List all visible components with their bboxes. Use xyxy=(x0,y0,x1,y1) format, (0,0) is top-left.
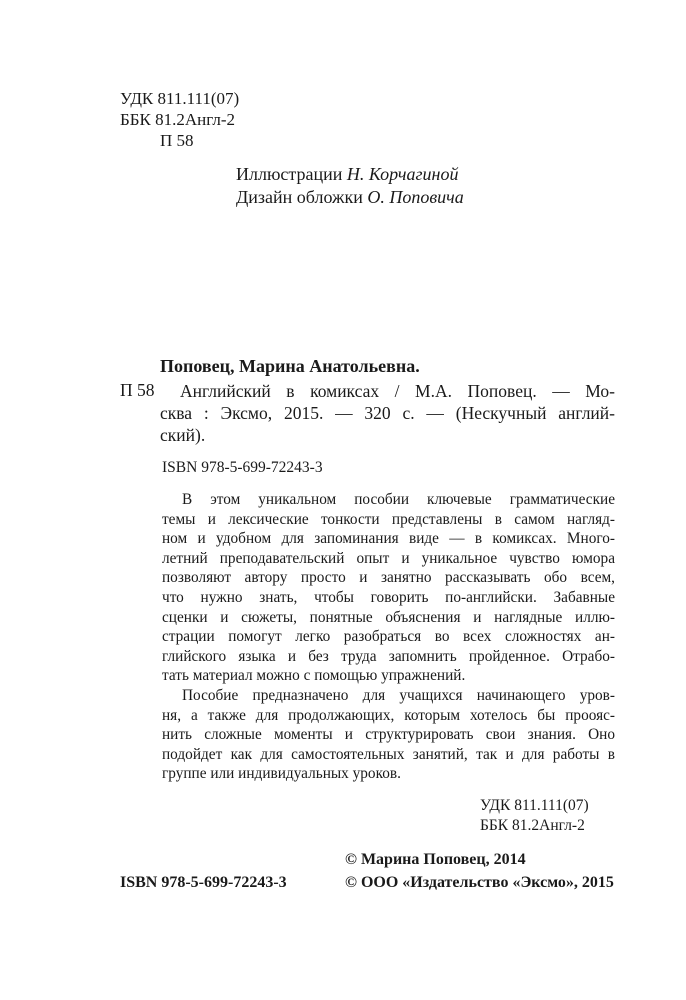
copyright-author: © Марина Поповец, 2014 xyxy=(345,851,526,868)
bbk-code: ББК 81.2Англ-2 xyxy=(120,110,235,129)
author-code: П 58 xyxy=(160,131,194,150)
illustrations-credit xyxy=(236,163,464,186)
copyright-publisher: © ООО «Издательство «Эксмо», 2015 xyxy=(345,874,614,891)
annotation-line: В этом уникальном пособии ключевые грамматические xyxy=(182,491,615,508)
annotation-line: страции помогут легко разобраться во всех сложностях ан- xyxy=(162,628,615,646)
illustrations-label: Иллюстрации xyxy=(236,164,343,184)
biblio-line: Английский в комиксах / М.А. Поповец. — Мо- xyxy=(180,381,615,401)
annotation-paragraph-1 xyxy=(162,490,615,510)
annotation-line: ня, а также для продолжающих, которым хотелось бы проояс- xyxy=(162,706,615,724)
design-label: Дизайн обложки xyxy=(236,187,363,207)
footer-isbn: ISBN 978-5-699-72243-3 xyxy=(120,874,287,891)
illustrator-name: Н. Корчагиной xyxy=(346,164,459,184)
annotation-line: темы и лексические тонкости представлены в самом нагляд- xyxy=(162,510,615,528)
designer-name: О. Поповича xyxy=(367,187,464,207)
annotation-line: что нужно знать, чтобы говорить по-английски. Забавные xyxy=(162,588,615,606)
biblio-line: ский). xyxy=(160,425,206,445)
biblio-description xyxy=(160,380,615,446)
annotation xyxy=(162,490,615,784)
credits xyxy=(236,163,464,209)
annotation-line: нить сложные моменты и структурировать свои знания. Оно xyxy=(162,726,615,744)
annotation-line: сценки и сюжеты, понятные объяснения и наглядные иллю- xyxy=(162,608,615,626)
bbk-code-bottom: ББК 81.2Англ-2 xyxy=(480,817,585,834)
annotation-line: позволяют автору просто и занятно рассказывать обо всем, xyxy=(162,569,615,587)
annotation-line: Пособие предназначено для учащихся начинающего уров- xyxy=(182,686,615,704)
annotation-line: подойдет как для самостоятельных занятий, так и для работы в xyxy=(162,745,615,763)
biblio-code: П 58 xyxy=(120,380,155,400)
annotation-line: глийского языка и без труда запомнить пройденное. Отрабо- xyxy=(162,647,615,665)
annotation-line: группе или индивидуальных уроков. xyxy=(162,765,401,783)
annotation-line: ном и удобном для запоминания виде — в комиксах. Много- xyxy=(162,530,615,548)
author-heading: Поповец, Марина Анатольевна. xyxy=(160,356,420,376)
cover-design-credit xyxy=(236,186,464,209)
biblio-isbn: ISBN 978-5-699-72243-3 xyxy=(162,459,323,476)
udk-code-bottom: УДК 811.111(07) xyxy=(480,797,589,814)
classification-top xyxy=(120,88,239,151)
biblio-line: сква : Эксмо, 2015. — 320 с. — (Нескучный англий- xyxy=(160,403,615,423)
annotation-paragraph-2 xyxy=(162,686,615,706)
annotation-line: тать материал можно с помощью упражнений. xyxy=(162,667,466,685)
udk-code: УДК 811.111(07) xyxy=(120,89,240,108)
annotation-line: летний преподавательский опыт и уникальное чувство юмора xyxy=(162,549,615,567)
classification-bottom xyxy=(480,796,589,836)
